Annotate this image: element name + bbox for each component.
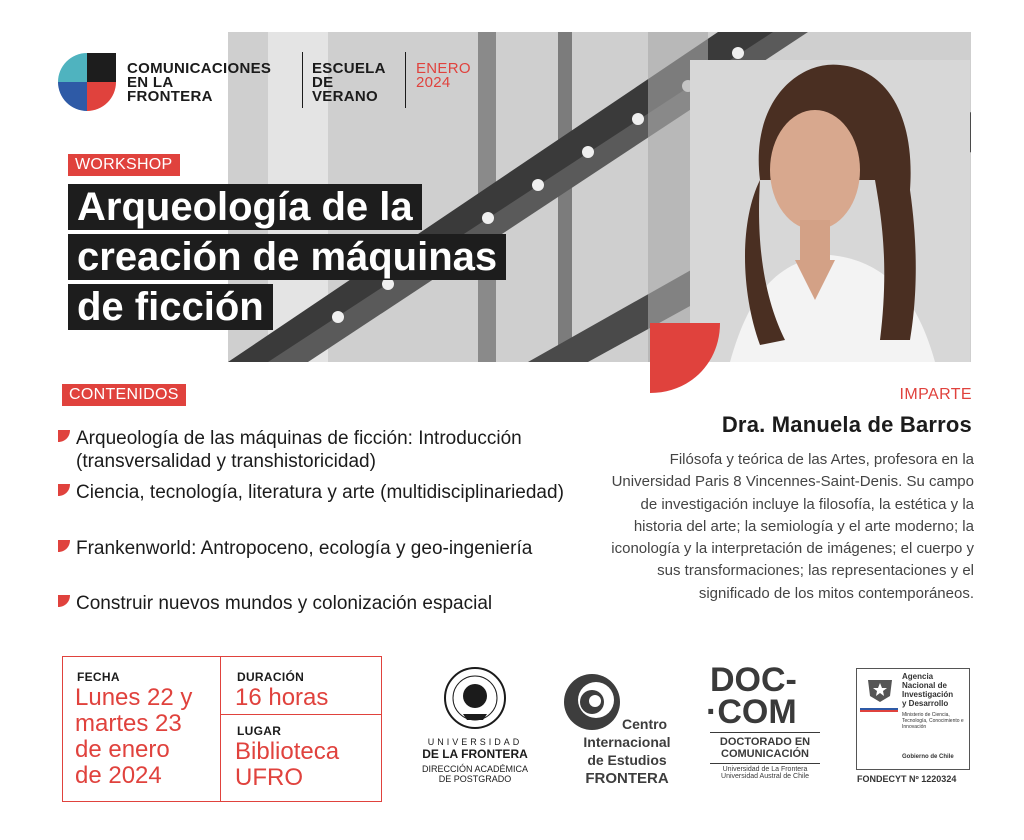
anid-text [902, 672, 966, 708]
fecha-line: martes 23 [75, 710, 182, 737]
centro-line: de Estudios [587, 752, 667, 768]
doc-com-logo [706, 661, 824, 780]
title-line-1: Arqueología de la [68, 184, 422, 230]
doccom-divider [710, 732, 820, 733]
list-item [58, 592, 598, 615]
info-divider [220, 657, 221, 801]
title-line-3: de ficción [68, 284, 273, 330]
ufro-logo [412, 666, 538, 784]
event-line: ESCUELA [312, 60, 386, 77]
anid-line: y Desarrollo [902, 699, 949, 708]
speaker-photo [690, 60, 970, 362]
list-item-text: Frankenworld: Antropoceno, ecología y geo-ingeniería [76, 538, 533, 559]
centro-line: Internacional [583, 734, 671, 750]
brand-name [127, 62, 271, 104]
comunicaciones-en-la-frontera-logo [58, 53, 116, 111]
header-divider [405, 52, 406, 108]
event-info-box [62, 656, 382, 802]
fecha-value [75, 685, 192, 789]
speaker-bio: Filósofa y teórica de las Artes, profesora en la Universidad Paris 8 Vincennes-Saint-Denis. Su campo de investigación incluye la filosofía, la estética y la historia del arte; la semiología y el arte moderno; la iconología y la interpretación de imágenes; el cuerpo y sus transformaciones; las representaciones y el significado de los mitos contemporáneos. [611, 451, 974, 602]
fecha-line: de 2024 [75, 762, 162, 789]
date-line: ENERO [416, 60, 471, 77]
fecha-label: FECHA [77, 670, 120, 684]
list-item [58, 537, 598, 560]
workshop-tag: WORKSHOP [68, 154, 180, 176]
ufro-seal-icon [443, 666, 507, 730]
event-line: DE [312, 74, 334, 91]
red-accent-shape [650, 323, 720, 393]
anid-gobierno: Gobierno de Chile [902, 754, 954, 760]
speaker-name: Dra. Manuela de Barros [721, 412, 972, 437]
ufro-line: UNIVERSIDAD [427, 737, 523, 747]
list-item-text: Construir nuevos mundos y colonización espacial [76, 593, 493, 614]
doccom-line: Universidad Austral de Chile [721, 773, 809, 780]
bullet-icon [58, 595, 70, 607]
duracion-value: 16 horas [235, 684, 329, 711]
header-divider [302, 52, 303, 108]
bullet-icon [58, 540, 70, 552]
anid-logo [856, 668, 970, 770]
brand-line: FRONTERA [127, 88, 213, 105]
bullet-icon [58, 484, 70, 496]
bullet-icon [58, 430, 70, 442]
list-item [58, 481, 598, 504]
imparte-label: IMPARTE [899, 386, 972, 403]
list-item-text: Arqueología de las máquinas de ficción: Introducción (transversalidad y transhistoricidad) [76, 428, 522, 472]
lugar-line: Biblioteca [235, 738, 340, 765]
lugar-value [235, 739, 339, 791]
event-line: VERANO [312, 88, 378, 105]
fecha-line: Lunes 22 y [75, 684, 193, 711]
title-line-2: creación de máquinas [68, 234, 506, 280]
doccom-line: ·COM [706, 693, 797, 731]
brand-line: COMUNICACIONES [127, 60, 272, 77]
centro-line: FRONTERA [585, 770, 669, 787]
anid-line: Investigación [902, 690, 954, 699]
duracion-label: DURACIÓN [237, 670, 305, 684]
date-line: 2024 [416, 74, 451, 91]
info-divider [221, 714, 381, 715]
doccom-line: DOC- [710, 661, 797, 699]
event-name [312, 62, 386, 104]
list-item [58, 427, 598, 473]
lugar-label: LUGAR [237, 724, 282, 738]
ufro-line: DE POSTGRADO [438, 774, 512, 784]
fecha-line: de enero [75, 736, 170, 763]
centro-line: Centro [622, 716, 668, 732]
fondecyt-code: FONDECYT Nº 1220324 [857, 774, 957, 784]
lugar-line: UFRO [235, 764, 303, 791]
ufro-line: DIRECCIÓN ACADÉMICA [421, 764, 528, 774]
flag-stripe [860, 710, 898, 712]
anid-line: Agencia [902, 672, 934, 681]
doccom-line: Universidad de La Frontera [722, 766, 808, 773]
spiral-icon [560, 670, 624, 734]
event-date [416, 62, 471, 90]
doccom-line: DOCTORADO EN [719, 736, 811, 748]
brand-line: EN LA [127, 74, 174, 91]
ufro-line: DE LA FRONTERA [422, 747, 528, 761]
anid-ministry: Ministerio de Ciencia, Tecnología, Conocimiento e Innovación [902, 712, 964, 730]
contents-tag: CONTENIDOS [62, 384, 186, 406]
doccom-divider [710, 763, 820, 764]
list-item-text: Ciencia, tecnología, literatura y arte (multidisciplinariedad) [76, 482, 564, 503]
chile-coat-of-arms-icon [864, 674, 896, 704]
anid-line: Nacional de [902, 681, 947, 690]
doccom-line: COMUNICACIÓN [721, 748, 809, 760]
